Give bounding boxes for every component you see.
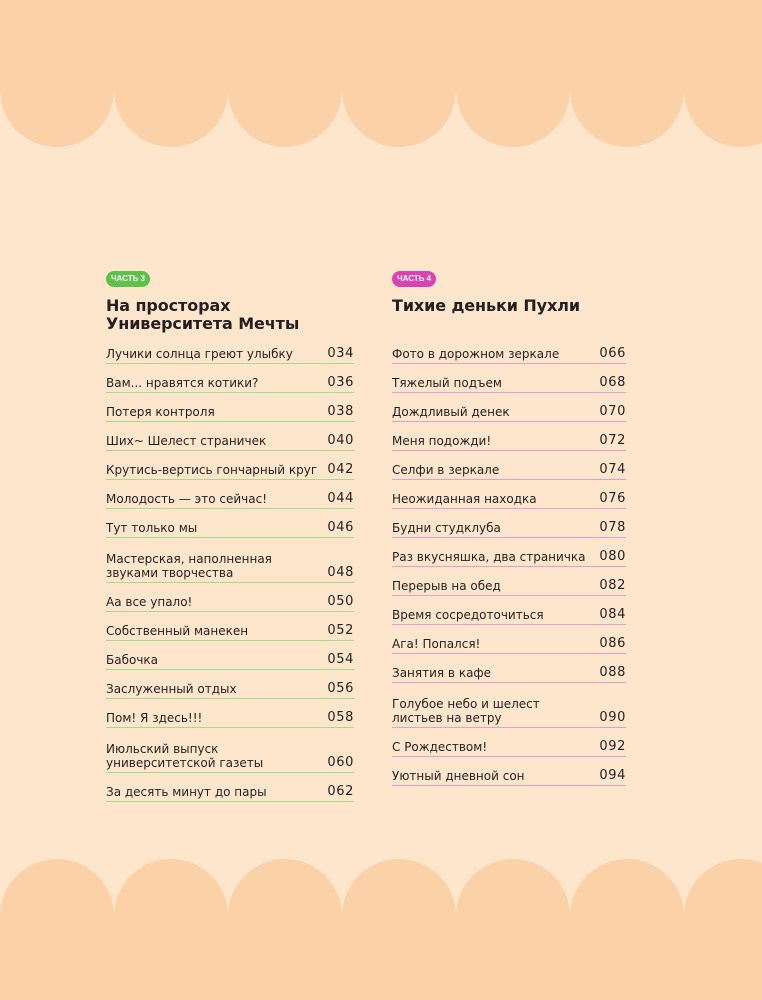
toc-row[interactable]: [392, 428, 626, 451]
chapter-title: Ага! Попался!: [392, 637, 481, 651]
page-number: 054: [327, 652, 354, 667]
chapter-title: Крутись-вертись гончарный круг: [106, 463, 318, 477]
toc-row[interactable]: [106, 399, 354, 422]
page-number: 046: [327, 520, 354, 535]
toc-row[interactable]: [106, 341, 354, 364]
part-3-title-line-1: На просторах: [106, 296, 231, 315]
toc-row[interactable]: [106, 647, 354, 670]
chapter-title: Дождливый денек: [392, 405, 510, 419]
toc-row[interactable]: [106, 486, 354, 509]
part-4-title-line-1: Тихие деньки Пухли: [392, 296, 580, 315]
page-number: 056: [327, 681, 354, 696]
page-number: 052: [327, 623, 354, 638]
chapter-title: Заслуженный отдых: [106, 682, 237, 696]
chapter-title: За десять минут до пары: [106, 785, 267, 799]
page-number: 036: [327, 375, 354, 390]
chapter-title: Бабочка: [106, 653, 159, 667]
chapter-title: Фото в дорожном зеркале: [392, 347, 560, 361]
page-number: 050: [327, 594, 354, 609]
page-number: 044: [327, 491, 354, 506]
page-number: 090: [599, 710, 626, 725]
chapter-title: Потеря контроля: [106, 405, 215, 419]
page-number: 084: [599, 607, 626, 622]
chapter-title: Мастерская, наполненная звуками творчества: [106, 552, 272, 580]
toc-row[interactable]: [106, 589, 354, 612]
page-number: 070: [599, 404, 626, 419]
toc-row[interactable]: [392, 763, 626, 786]
part-4-chapter-list: [392, 341, 626, 786]
toc-row[interactable]: [392, 341, 626, 364]
part-3-title-line-2: Университета Мечты: [106, 314, 300, 333]
page-number: 082: [599, 578, 626, 593]
page-number: 038: [327, 404, 354, 419]
page-number: 034: [327, 346, 354, 361]
toc-row[interactable]: [392, 515, 626, 538]
page-number: 088: [599, 665, 626, 680]
chapter-title: Будни студклуба: [392, 521, 501, 535]
chapter-title: Молодость — это сейчас!: [106, 492, 267, 506]
toc-row[interactable]: [392, 486, 626, 509]
chapter-title: Неожиданная находка: [392, 492, 537, 506]
chapter-title: Вам... нравятся котики?: [106, 376, 259, 390]
toc-row[interactable]: [392, 734, 626, 757]
chapter-title: Аа все упало!: [106, 595, 193, 609]
toc-row[interactable]: [106, 779, 354, 802]
page-number: 072: [599, 433, 626, 448]
toc-row[interactable]: [392, 399, 626, 422]
chapter-title: Пом! Я здесь!!!: [106, 711, 203, 725]
page-number: 068: [599, 375, 626, 390]
toc-row[interactable]: [106, 428, 354, 451]
chapter-title: Тяжелый подъем: [392, 376, 502, 390]
chapter-title: Раз вкусняшка, два страничка: [392, 550, 586, 564]
chapter-title: Перерыв на обед: [392, 579, 501, 593]
page-number: 080: [599, 549, 626, 564]
chapter-title: Собственный манекен: [106, 624, 249, 638]
chapter-title: Меня подожди!: [392, 434, 492, 448]
toc-row[interactable]: [392, 544, 626, 567]
chapter-title: Занятия в кафе: [392, 666, 492, 680]
part-4-title: [392, 297, 626, 333]
page-number: 060: [327, 755, 354, 770]
page-number: 066: [599, 346, 626, 361]
toc-row[interactable]: [392, 660, 626, 683]
chapter-title: С Рождеством!: [392, 740, 488, 754]
toc-row[interactable]: [392, 689, 626, 728]
toc-row[interactable]: [106, 544, 354, 583]
toc-row[interactable]: [392, 457, 626, 480]
chapter-title: Уютный дневной сон: [392, 769, 525, 783]
page-number: 062: [327, 784, 354, 799]
toc-row[interactable]: [392, 631, 626, 654]
page-number: 092: [599, 739, 626, 754]
chapter-title: Ших~ Шелест страничек: [106, 434, 267, 448]
toc-row[interactable]: [392, 573, 626, 596]
chapter-title: Лучики солнца греют улыбку: [106, 347, 293, 361]
chapter-title: Голубое небо и шелест листьев на ветру: [392, 697, 540, 725]
page-number: 074: [599, 462, 626, 477]
part-3-title: [106, 297, 354, 333]
toc-row[interactable]: [106, 734, 354, 773]
toc-row[interactable]: [106, 705, 354, 728]
chapter-title: Селфи в зеркале: [392, 463, 500, 477]
chapter-title: Июльский выпуск университетской газеты: [106, 742, 264, 770]
toc-row[interactable]: [392, 602, 626, 625]
toc-row[interactable]: [106, 618, 354, 641]
toc-row[interactable]: [392, 370, 626, 393]
toc-part-3: [106, 266, 354, 808]
toc-part-4: [392, 266, 626, 792]
scallop-border-bottom: [0, 850, 762, 1000]
toc-row[interactable]: [106, 515, 354, 538]
toc-row[interactable]: [106, 676, 354, 699]
page-number: 040: [327, 433, 354, 448]
toc-row[interactable]: [106, 457, 354, 480]
scallop-border-top: [0, 0, 762, 150]
page-number: 042: [327, 462, 354, 477]
page-number: 094: [599, 768, 626, 783]
toc-row[interactable]: [106, 370, 354, 393]
page-number: 076: [599, 491, 626, 506]
page-number: 086: [599, 636, 626, 651]
part-4-badge: ЧАСТЬ 4: [392, 271, 436, 287]
page-number: 058: [327, 710, 354, 725]
page-number: 078: [599, 520, 626, 535]
chapter-title: Время сосредоточиться: [392, 608, 544, 622]
page-number: 048: [327, 565, 354, 580]
chapter-title: Тут только мы: [106, 521, 198, 535]
part-3-chapter-list: [106, 341, 354, 802]
part-3-badge: ЧАСТЬ 3: [106, 271, 150, 287]
